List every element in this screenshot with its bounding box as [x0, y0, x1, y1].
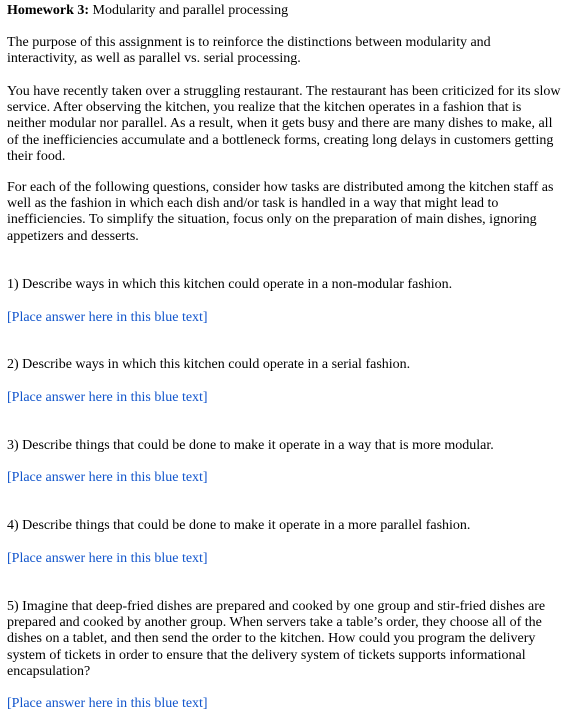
question-2: 2) Describe ways in which this kitchen could operate in a serial fashion.: [7, 357, 411, 372]
document-title: [7, 3, 565, 19]
answer-2-field[interactable]: [Place answer here in this blue text]: [7, 390, 208, 405]
intro-paragraph-instructions: For each of the following questions, consider how tasks are distributed among the kitchen staff as well as the fashion in which each dish and/or task is handled in a way that might lead to inefficiencies. To simplify the situation, focus only on the preparation of main dishes, ignoring appetizers and desserts.: [7, 180, 554, 244]
answer-3-field[interactable]: [Place answer here in this blue text]: [7, 470, 208, 485]
question-1: 1) Describe ways in which this kitchen could operate in a non-modular fashion.: [7, 277, 453, 292]
question-3: 3) Describe things that could be done to make it operate in a way that is more modular.: [7, 438, 494, 453]
intro-paragraph-scenario: You have recently taken over a struggling restaurant. The restaurant has been criticized for its slow service. After observing the kitchen, you realize that the kitchen operates in a fashion that is neither modular nor parallel. As a result, when it gets busy and there are many dishes to make, all of the inefficiencies accumulate and a bottleneck forms, creating long delays in customers getting their food.: [7, 84, 561, 164]
answer-5-field[interactable]: [Place answer here in this blue text]: [7, 696, 208, 711]
answer-4-field[interactable]: [Place answer here in this blue text]: [7, 551, 208, 566]
title-text: Modularity and parallel processing: [89, 3, 289, 18]
question-5: 5) Imagine that deep-fried dishes are prepared and cooked by one group and stir-fried dishes are prepared and cooked by another group. When servers take a table’s order, they choose all of the dishes on a tablet, and then send the order to the kitchen. How could you program the delivery system of tickets in order to ensure that the delivery system of tickets supports informational encapsulation?: [7, 599, 546, 679]
title-label: Homework 3:: [7, 3, 90, 18]
question-4: 4) Describe things that could be done to make it operate in a more parallel fashion.: [7, 518, 471, 533]
intro-paragraph-purpose: The purpose of this assignment is to reinforce the distinctions between modularity and interactivity, as well as parallel vs. serial processing.: [7, 35, 491, 67]
answer-1-field[interactable]: [Place answer here in this blue text]: [7, 310, 208, 325]
